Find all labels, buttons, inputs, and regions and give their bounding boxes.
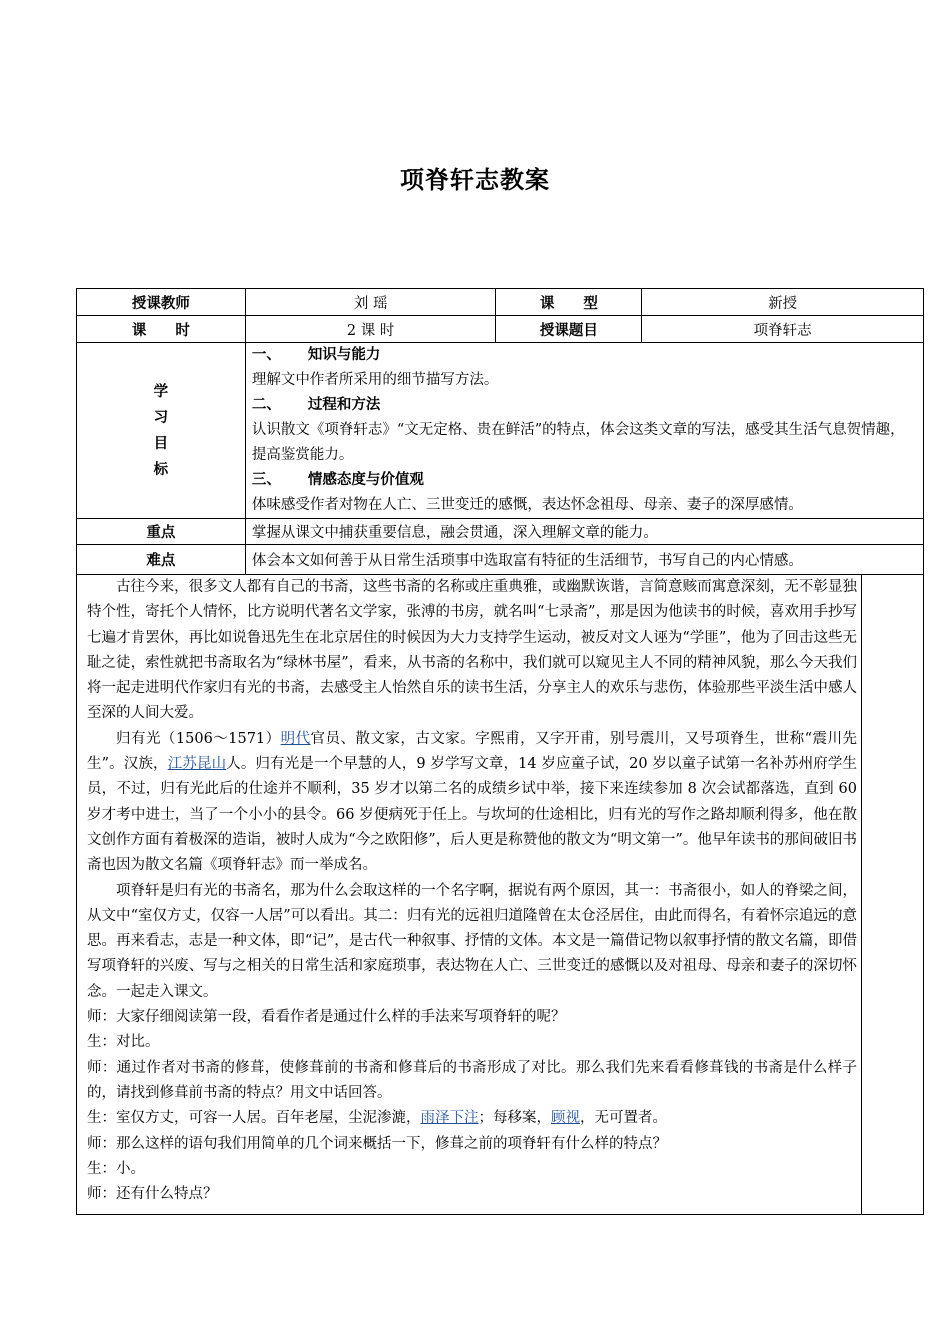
- dialogue-line: 生：室仅方丈，可容一人居。百年老屋，尘泥渗漉，雨泽下注；每移案，顾视，无可置者。: [87, 1110, 667, 1127]
- link-yu-ze-xia-zhu[interactable]: 雨泽下注: [420, 1110, 479, 1127]
- type-label: 课 型: [496, 289, 642, 316]
- goal-text-knowledge: 理解文中作者所采用的细节描写方法。: [251, 372, 499, 388]
- key-point-text: 掌握从课文中捕获重要信息，融会贯通，深入理解文章的能力。: [245, 519, 923, 545]
- document-title: 项脊轩志教案: [400, 166, 550, 194]
- intro-paragraph: 古往今来，很多文人都有自己的书斋，这些书斋的名称或庄重典雅，或幽默诙谐，言简意赅而寓意深刻，无不彰显独特个性，寄托个人情怀，比方说明代著名文学家，张溥的书房，就名叫“七录斋”，那是因为他读书的时候，喜欢用手抄写七遍才肯罢休，再比如说鲁迅先生在北京居住的时候因为大力支持学生运动，被反对文人诬为“学匪”，他为了回击这些无耻之徒，索性就把书斋取名为“绿林书屋”，看来，从书斋的名称中，我们就可以窥见主人不同的精神风貌，那么今天我们将一起走进明代作家归有光的书斋，去感受主人怡然自乐的读书生活，分享主人的欢乐与悲伤，体验那些平淡生活中感人至深的人间大爱。: [87, 579, 857, 722]
- goals-row: [77, 343, 924, 519]
- goal-heading-emotion: 三、 情感态度与价值观: [251, 472, 424, 488]
- link-jiangsu-kunshan[interactable]: 江苏昆山: [167, 756, 227, 773]
- difficulty-label: 难点: [77, 545, 246, 575]
- table-row: [77, 289, 924, 316]
- learning-goals-label: 学 习 目 标: [77, 343, 246, 519]
- link-ming-dynasty[interactable]: 明代: [280, 730, 311, 747]
- lesson-process-box: [76, 574, 924, 1215]
- dialogue-line: 生：小。: [87, 1160, 145, 1177]
- goal-heading-process: 二、 过程和方法: [251, 397, 381, 413]
- teacher-value: 刘 瑶: [245, 289, 496, 316]
- dialogue-line: 师：还有什么特点？: [87, 1186, 218, 1203]
- title-paragraph: 项脊轩是归有光的书斋名，那为什么会取这样的一个名字啊，据说有两个原因，其一：书斋很小，如人的脊梁之间，从文中“室仅方丈，仅容一人居”可以看出。其二：归有光的远祖归道隆曾在太仓泾居住，由此而得名，有着怀宗追远的意思。再来看志，志是一种文体，即“记”，是古代一种叙事、抒情的文体。本文是一篇借记物以叙事抒情的散文名篇，即借写项脊轩的兴废、写与之相关的日常生活和家庭琐事，表达物在人亡、三世变迁的感慨以及对祖母、母亲和妻子的深切怀念。一起走入课文。: [87, 882, 857, 1000]
- learning-goals: [245, 343, 923, 519]
- hours-value: 2 课 时: [245, 316, 496, 343]
- dialogue-line: 师：通过作者对书斋的修葺，使修葺前的书斋和修葺后的书斋形成了对比。那么我们先来看看修葺钱的书斋是什么样子的，请找到修葺前书斋的特点？用文中话回答。: [87, 1059, 857, 1101]
- author-paragraph: 归有光（1506～1571）明代官员、散文家，古文家。字熙甫，又字开甫，别号震川，又号项脊生，世称“震川先生”。汉族，江苏昆山人。归有光是一个早慧的人，9 岁学写文章，14 岁应童子试，20 岁以童子试第一名补苏州府学生员，不过，归有光此后的仕途并不顺利，35 岁才以第二名的成绩乡试中举，接下来连续参加 8 次会试都落选，直到 60 岁才考中进士，当了一个小小的县令。66 岁便病死于任上。与坎坷的仕途相比，归有光的写作之路却顺利得多，他在散文创作方面有着极深的造诣，被时人成为“今之欧阳修”，后人更是称赞他的散文为“明文第一”。他早年读书的那间破旧书斋也因为散文名篇《项脊轩志》而一举成名。: [87, 730, 858, 874]
- key-point-label: 重点: [77, 519, 246, 545]
- key-point-row: [77, 519, 924, 545]
- lesson-info-table: [76, 288, 924, 575]
- difficulty-text: 体会本文如何善于从日常生活琐事中选取富有特征的生活细节，书写自己的内心情感。: [245, 545, 923, 575]
- goal-heading-knowledge: 一、 知识与能力: [251, 347, 381, 363]
- dialogue-line: 师：那么这样的语句我们用简单的几个词来概括一下，修葺之前的项脊轩有什么样的特点？: [87, 1135, 667, 1152]
- topic-value: 项脊轩志: [642, 316, 924, 343]
- type-value: 新授: [642, 289, 924, 316]
- goal-text-process: 认识散文《项脊轩志》“文无定格、贵在鲜活”的特点，体会这类文章的写法，感受其生活气息贺情趣，提高鉴赏能力。: [251, 422, 905, 463]
- teacher-label: 授课教师: [77, 289, 246, 316]
- table-row: [77, 316, 924, 343]
- difficulty-row: [77, 545, 924, 575]
- dialogue-line: 师：大家仔细阅读第一段，看看作者是通过什么样的手法来写项脊轩的呢？: [87, 1009, 566, 1026]
- hours-label: 课 时: [77, 316, 246, 343]
- topic-label: 授课题目: [496, 316, 642, 343]
- goal-text-emotion: 体味感受作者对物在人亡、三世变迁的感慨，表达怀念祖母、母亲、妻子的深厚感情。: [251, 497, 803, 513]
- link-gu-shi[interactable]: 顾视: [551, 1110, 580, 1127]
- dialogue-line: 生：对比。: [87, 1034, 160, 1051]
- column-divider: [861, 575, 862, 1214]
- lesson-content: [87, 575, 857, 1207]
